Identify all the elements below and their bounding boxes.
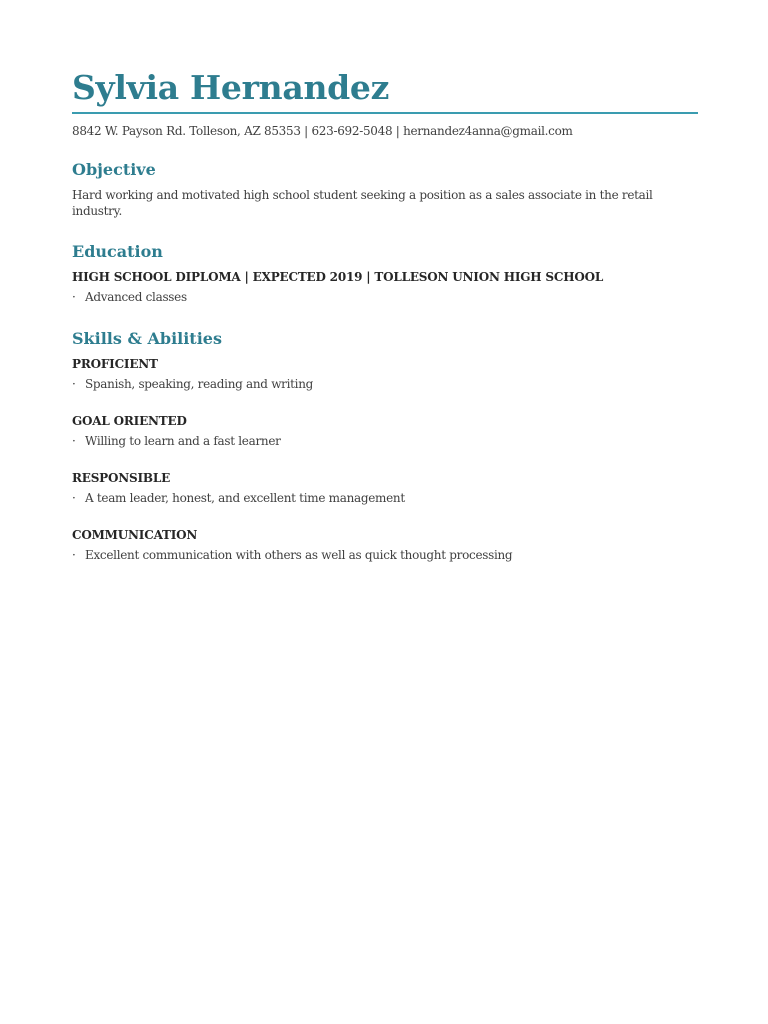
education-bullet — [72, 289, 698, 305]
education-degree: HIGH SCHOOL DIPLOMA | EXPECTED 2019 | TOLLESON UNION HIGH SCHOOL — [72, 270, 604, 284]
bullet-dot: · — [72, 290, 76, 304]
contact-info: 8842 W. Payson Rd. Tolleson, AZ 85353 | 623-692-5048 | hernandez4anna@gmail.com — [72, 124, 573, 138]
skill-title: RESPONSIBLE — [72, 471, 171, 485]
skill-title: PROFICIENT — [72, 357, 158, 371]
bullet-dot: · — [72, 491, 76, 505]
skill-bullet — [72, 376, 698, 392]
bullet-dot: · — [72, 377, 76, 391]
skill-bullet-text: Willing to learn and a fast learner — [85, 434, 281, 448]
skill-bullet — [72, 490, 698, 506]
bullet-dot: · — [72, 434, 76, 448]
skill-group-goal-oriented — [72, 413, 698, 449]
skill-group-communication — [72, 527, 698, 563]
skill-title: GOAL ORIENTED — [72, 414, 187, 428]
skills-heading: Skills & Abilities — [72, 329, 222, 348]
skills-list — [72, 356, 698, 563]
skill-bullet-text: A team leader, honest, and excellent time management — [85, 491, 405, 505]
bullet-dot: · — [72, 548, 76, 562]
skill-bullet-text: Spanish, speaking, reading and writing — [85, 377, 314, 391]
skill-group-responsible — [72, 470, 698, 506]
skill-title: COMMUNICATION — [72, 528, 198, 542]
skill-bullet — [72, 433, 698, 449]
education-heading: Education — [72, 242, 163, 261]
resume-page — [72, 66, 698, 563]
skill-bullet-text: Excellent communication with others as well as quick thought processing — [85, 548, 513, 562]
objective-heading: Objective — [72, 160, 156, 179]
resume-name: Sylvia Hernandez — [72, 66, 698, 114]
skill-group-proficient — [72, 356, 698, 392]
education-bullet-text: Advanced classes — [85, 290, 187, 304]
objective-text: Hard working and motivated high school student seeking a position as a sales associate in the retail industry. — [72, 188, 653, 218]
skill-bullet — [72, 547, 698, 563]
